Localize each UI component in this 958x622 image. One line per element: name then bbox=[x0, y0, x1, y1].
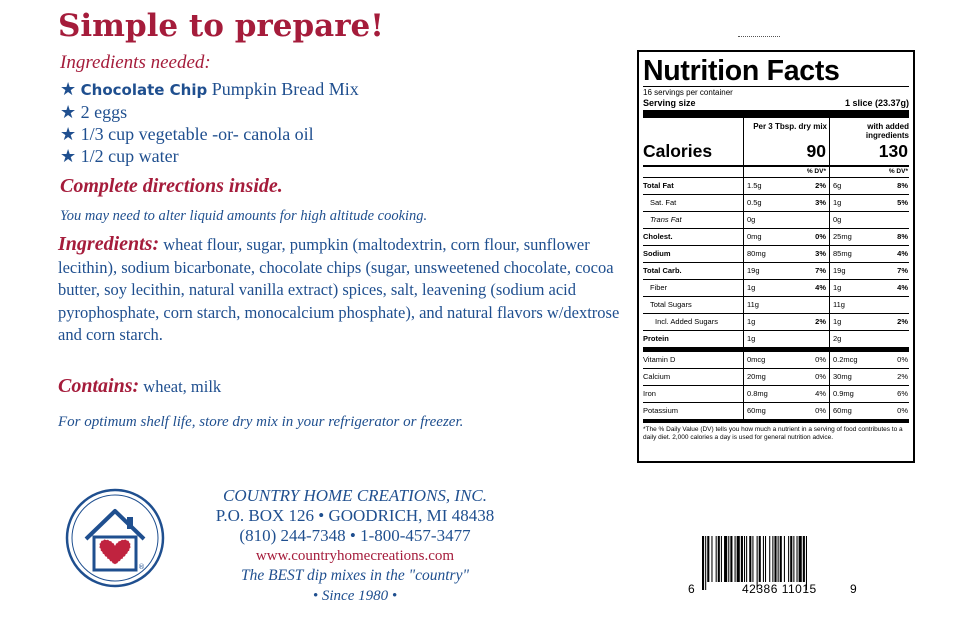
nutrient-dv-prepared: 6% bbox=[897, 389, 908, 398]
nutrient-amount-prepared: 30mg bbox=[833, 372, 852, 381]
nutrient-dv-prepared: 2% bbox=[897, 317, 908, 326]
column-header-dry: Per 3 Tbsp. dry mix bbox=[753, 122, 827, 131]
barcode-bar bbox=[702, 536, 704, 590]
nutrition-title: Nutrition Facts bbox=[643, 55, 840, 87]
barcode-bar bbox=[721, 536, 722, 582]
nutrient-name: Sat. Fat bbox=[650, 198, 677, 207]
calories-row bbox=[643, 118, 909, 165]
nutrient-amount-prepared: 1g bbox=[833, 198, 842, 207]
company-since: • Since 1980 • bbox=[312, 588, 398, 604]
nutrient-name: Calcium bbox=[643, 372, 671, 381]
barcode-bar bbox=[790, 536, 792, 582]
ingredients-paragraph bbox=[58, 233, 628, 347]
registered-mark: ® bbox=[138, 563, 145, 571]
altitude-note: You may need to alter liquid amounts for high altitude cooking. bbox=[60, 208, 428, 224]
nutrient-amount-dry: 1g bbox=[747, 283, 756, 292]
nutrient-amount-prepared: 25mg bbox=[833, 232, 852, 241]
nutrient-dv-dry: 0% bbox=[815, 355, 826, 364]
ingredients-needed-label: Ingredients needed: bbox=[60, 52, 211, 73]
nutrient-amount-prepared: 0.9mg bbox=[833, 389, 854, 398]
barcode-bar bbox=[763, 536, 764, 582]
nutrient-name: Protein bbox=[643, 334, 669, 343]
company-website: www.countryhomecreations.com bbox=[255, 548, 455, 564]
nutrient-amount-dry: 1.5g bbox=[747, 181, 762, 190]
barcode-bar bbox=[803, 536, 805, 582]
shelf-life-note: For optimum shelf life, store dry mix in your refrigerator or freezer. bbox=[58, 414, 464, 430]
nutrient-name: Trans Fat bbox=[650, 215, 682, 224]
dv-header-row: % DV* % DV* bbox=[643, 165, 909, 177]
nutrient-dv-prepared: 4% bbox=[897, 283, 908, 292]
barcode-bar bbox=[730, 536, 732, 582]
nutrient-amount-dry: 60mg bbox=[747, 406, 766, 415]
nutrient-amount-dry: 0.5g bbox=[747, 198, 762, 207]
nutrient-dv-prepared: 8% bbox=[897, 232, 908, 241]
nutrient-amount-prepared: 85mg bbox=[833, 249, 852, 258]
nutrient-amount-prepared: 60mg bbox=[833, 406, 852, 415]
barcode-bar bbox=[780, 536, 782, 582]
barcode-bar bbox=[724, 536, 727, 582]
calories-dry: 90 bbox=[806, 141, 826, 161]
star-icon: ★ bbox=[60, 102, 77, 122]
nutrient-dv-prepared: 8% bbox=[897, 181, 908, 190]
list-item: ★ 2 eggs bbox=[60, 102, 128, 122]
company-name: COUNTRY HOME CREATIONS, INC. bbox=[223, 486, 487, 505]
nutrient-amount-dry: 11g bbox=[747, 300, 759, 309]
nutrient-amount-prepared: 11g bbox=[833, 300, 845, 309]
serving-size-row: Serving size 1 slice (23.37g) bbox=[643, 98, 909, 108]
nutrient-dv-dry: 0% bbox=[815, 372, 826, 381]
barcode-bar bbox=[793, 536, 794, 582]
contains-label: Contains: bbox=[58, 375, 140, 397]
nutrient-amount-dry: 0.8mg bbox=[747, 389, 768, 398]
nutrient-amount-dry: 1g bbox=[747, 317, 756, 326]
nutrient-name: Sodium bbox=[643, 249, 671, 258]
nutrient-dv-dry: 4% bbox=[815, 283, 826, 292]
star-icon: ★ bbox=[60, 146, 77, 166]
nutrition-facts-panel bbox=[637, 50, 915, 463]
barcode-bar bbox=[784, 536, 785, 582]
nutrient-row bbox=[643, 368, 909, 385]
barcode-bar bbox=[711, 536, 712, 582]
nutrient-dv-dry: 2% bbox=[815, 317, 826, 326]
barcode-bar bbox=[765, 536, 766, 582]
barcode-bar bbox=[769, 536, 770, 582]
contains-line bbox=[58, 375, 221, 398]
nutrient-dv-dry: 0% bbox=[815, 232, 826, 241]
company-phone: (810) 244-7348 • 1-800-457-3477 bbox=[239, 526, 471, 545]
nutrient-name: Cholest. bbox=[643, 232, 673, 241]
barcode-bar bbox=[741, 536, 743, 582]
nutrient-amount-dry: 1g bbox=[747, 334, 756, 343]
nutrient-row bbox=[643, 177, 909, 194]
nutrient-name: Total Sugars bbox=[650, 300, 692, 309]
house-heart-logo-icon bbox=[64, 487, 166, 589]
nutrient-name: Fiber bbox=[650, 283, 668, 292]
barcode-digits: 42386 11015 bbox=[742, 582, 817, 596]
barcode-digit-right: 9 bbox=[850, 582, 857, 596]
nutrient-row bbox=[643, 296, 909, 313]
nutrient-name: Iron bbox=[643, 389, 656, 398]
nutrient-row bbox=[643, 245, 909, 262]
nutrient-amount-prepared: 6g bbox=[833, 181, 842, 190]
ingredients-label: Ingredients: bbox=[58, 233, 160, 255]
column-header-prepared: with added ingredients bbox=[865, 122, 909, 140]
nutrient-name: Incl. Added Sugars bbox=[655, 317, 718, 326]
directions-heading: Complete directions inside. bbox=[60, 175, 283, 197]
nutrient-dv-prepared: 2% bbox=[897, 372, 908, 381]
nutrient-amount-dry: 20mg bbox=[747, 372, 766, 381]
barcode-bar bbox=[759, 536, 761, 582]
nutrient-amount-dry: 80mg bbox=[747, 249, 766, 258]
barcode-bar bbox=[707, 536, 709, 582]
nutrient-row bbox=[643, 228, 909, 245]
company-tagline: The BEST dip mixes in the "country" bbox=[241, 567, 469, 584]
barcode-bar bbox=[778, 536, 779, 582]
nutrient-dv-dry: 7% bbox=[815, 266, 826, 275]
barcode-bar bbox=[744, 536, 745, 582]
barcode-bar bbox=[718, 536, 720, 582]
nutrient-dv-dry: 3% bbox=[815, 198, 826, 207]
barcode-bar bbox=[749, 536, 751, 582]
barcode-bar bbox=[737, 536, 740, 582]
nutrient-row bbox=[643, 351, 909, 368]
nutrition-footnote: *The % Daily Value (DV) tells you how much a nutrient in a serving of food contributes to a daily diet. 2,000 calories a day is used for general nutrition advice. bbox=[643, 419, 909, 442]
barcode-bar bbox=[772, 536, 773, 582]
nutrient-name: Total Carb. bbox=[643, 266, 682, 275]
nutrient-row bbox=[643, 313, 909, 330]
nutrient-row bbox=[643, 262, 909, 279]
nutrient-dv-prepared: 0% bbox=[897, 406, 908, 415]
nutrient-row bbox=[643, 330, 909, 347]
barcode-bar bbox=[728, 536, 729, 582]
servings-per-container: 16 servings per container bbox=[643, 88, 733, 97]
nutrient-name: Total Fat bbox=[643, 181, 674, 190]
nutrient-amount-dry: 0g bbox=[747, 215, 756, 224]
barcode-bar bbox=[716, 536, 717, 582]
nutrient-dv-dry: 4% bbox=[815, 389, 826, 398]
nutrient-name: Vitamin D bbox=[643, 355, 676, 364]
nutrient-row bbox=[643, 194, 909, 211]
nutrient-dv-dry: 3% bbox=[815, 249, 826, 258]
ingredients-text: wheat flour, sugar, pumpkin (maltodextrin, corn flour, sunflower lecithin), sodium bicarbonate, chocolate chips (sugar, unsweetened chocolate, cocoa butter, soy lecithin, natural vanilla extract) spices, salt, leavening (sodium acid pyrophosphate, corn starch, monocalcium phosphate), and natural flavors w/dextrose and corn starch. bbox=[58, 235, 620, 344]
nutrient-amount-dry: 19g bbox=[747, 266, 760, 275]
nutrient-amount-dry: 0mg bbox=[747, 232, 762, 241]
barcode-bar bbox=[746, 536, 747, 582]
nutrient-dv-prepared: 0% bbox=[897, 355, 908, 364]
contains-text: wheat, milk bbox=[143, 377, 222, 396]
barcode-bar bbox=[705, 536, 706, 590]
prep-list bbox=[60, 78, 359, 167]
nutrient-amount-prepared: 1g bbox=[833, 317, 842, 326]
nutrient-row bbox=[643, 279, 909, 296]
nutrient-amount-prepared: 0.2mcg bbox=[833, 355, 858, 364]
calories-label: Calories bbox=[643, 141, 713, 161]
nutrient-amount-dry: 0mcg bbox=[747, 355, 766, 364]
nutrient-name: Potassium bbox=[643, 406, 679, 415]
company-address: P.O. BOX 126 • GOODRICH, MI 48438 bbox=[215, 506, 495, 525]
nutrient-row bbox=[643, 385, 909, 402]
calories-prepared: 130 bbox=[878, 141, 908, 161]
nutrient-amount-prepared: 19g bbox=[833, 266, 846, 275]
page-title: Simple to prepare! bbox=[58, 8, 384, 44]
barcode-bar bbox=[774, 536, 776, 582]
nutrient-dv-prepared: 4% bbox=[897, 249, 908, 258]
nutrient-dv-prepared: 7% bbox=[897, 266, 908, 275]
nutrient-amount-prepared: 1g bbox=[833, 283, 842, 292]
nutrient-dv-dry: 0% bbox=[815, 406, 826, 415]
barcode-bar bbox=[799, 536, 802, 582]
list-item: ★ Chocolate Chip Pumpkin Bread Mix bbox=[60, 79, 359, 99]
list-item: ★ 1/3 cup vegetable -or- canola oil bbox=[60, 124, 314, 144]
dotted-mark bbox=[738, 36, 780, 40]
barcode-digit-left: 6 bbox=[688, 582, 695, 596]
barcode-bar bbox=[788, 536, 789, 582]
nutrient-dv-prepared: 5% bbox=[897, 198, 908, 207]
company-block bbox=[175, 486, 535, 606]
nutrient-amount-prepared: 0g bbox=[833, 215, 842, 224]
barcode-bar bbox=[752, 536, 753, 582]
nutrient-dv-dry: 2% bbox=[815, 181, 826, 190]
nutrient-row bbox=[643, 211, 909, 228]
nutrient-amount-prepared: 2g bbox=[833, 334, 842, 343]
nutrient-row bbox=[643, 402, 909, 419]
list-item: ★ 1/2 cup water bbox=[60, 146, 179, 166]
star-icon: ★ bbox=[60, 79, 77, 99]
star-icon: ★ bbox=[60, 124, 77, 144]
barcode-bar bbox=[735, 536, 736, 582]
barcode-bar bbox=[797, 536, 798, 582]
